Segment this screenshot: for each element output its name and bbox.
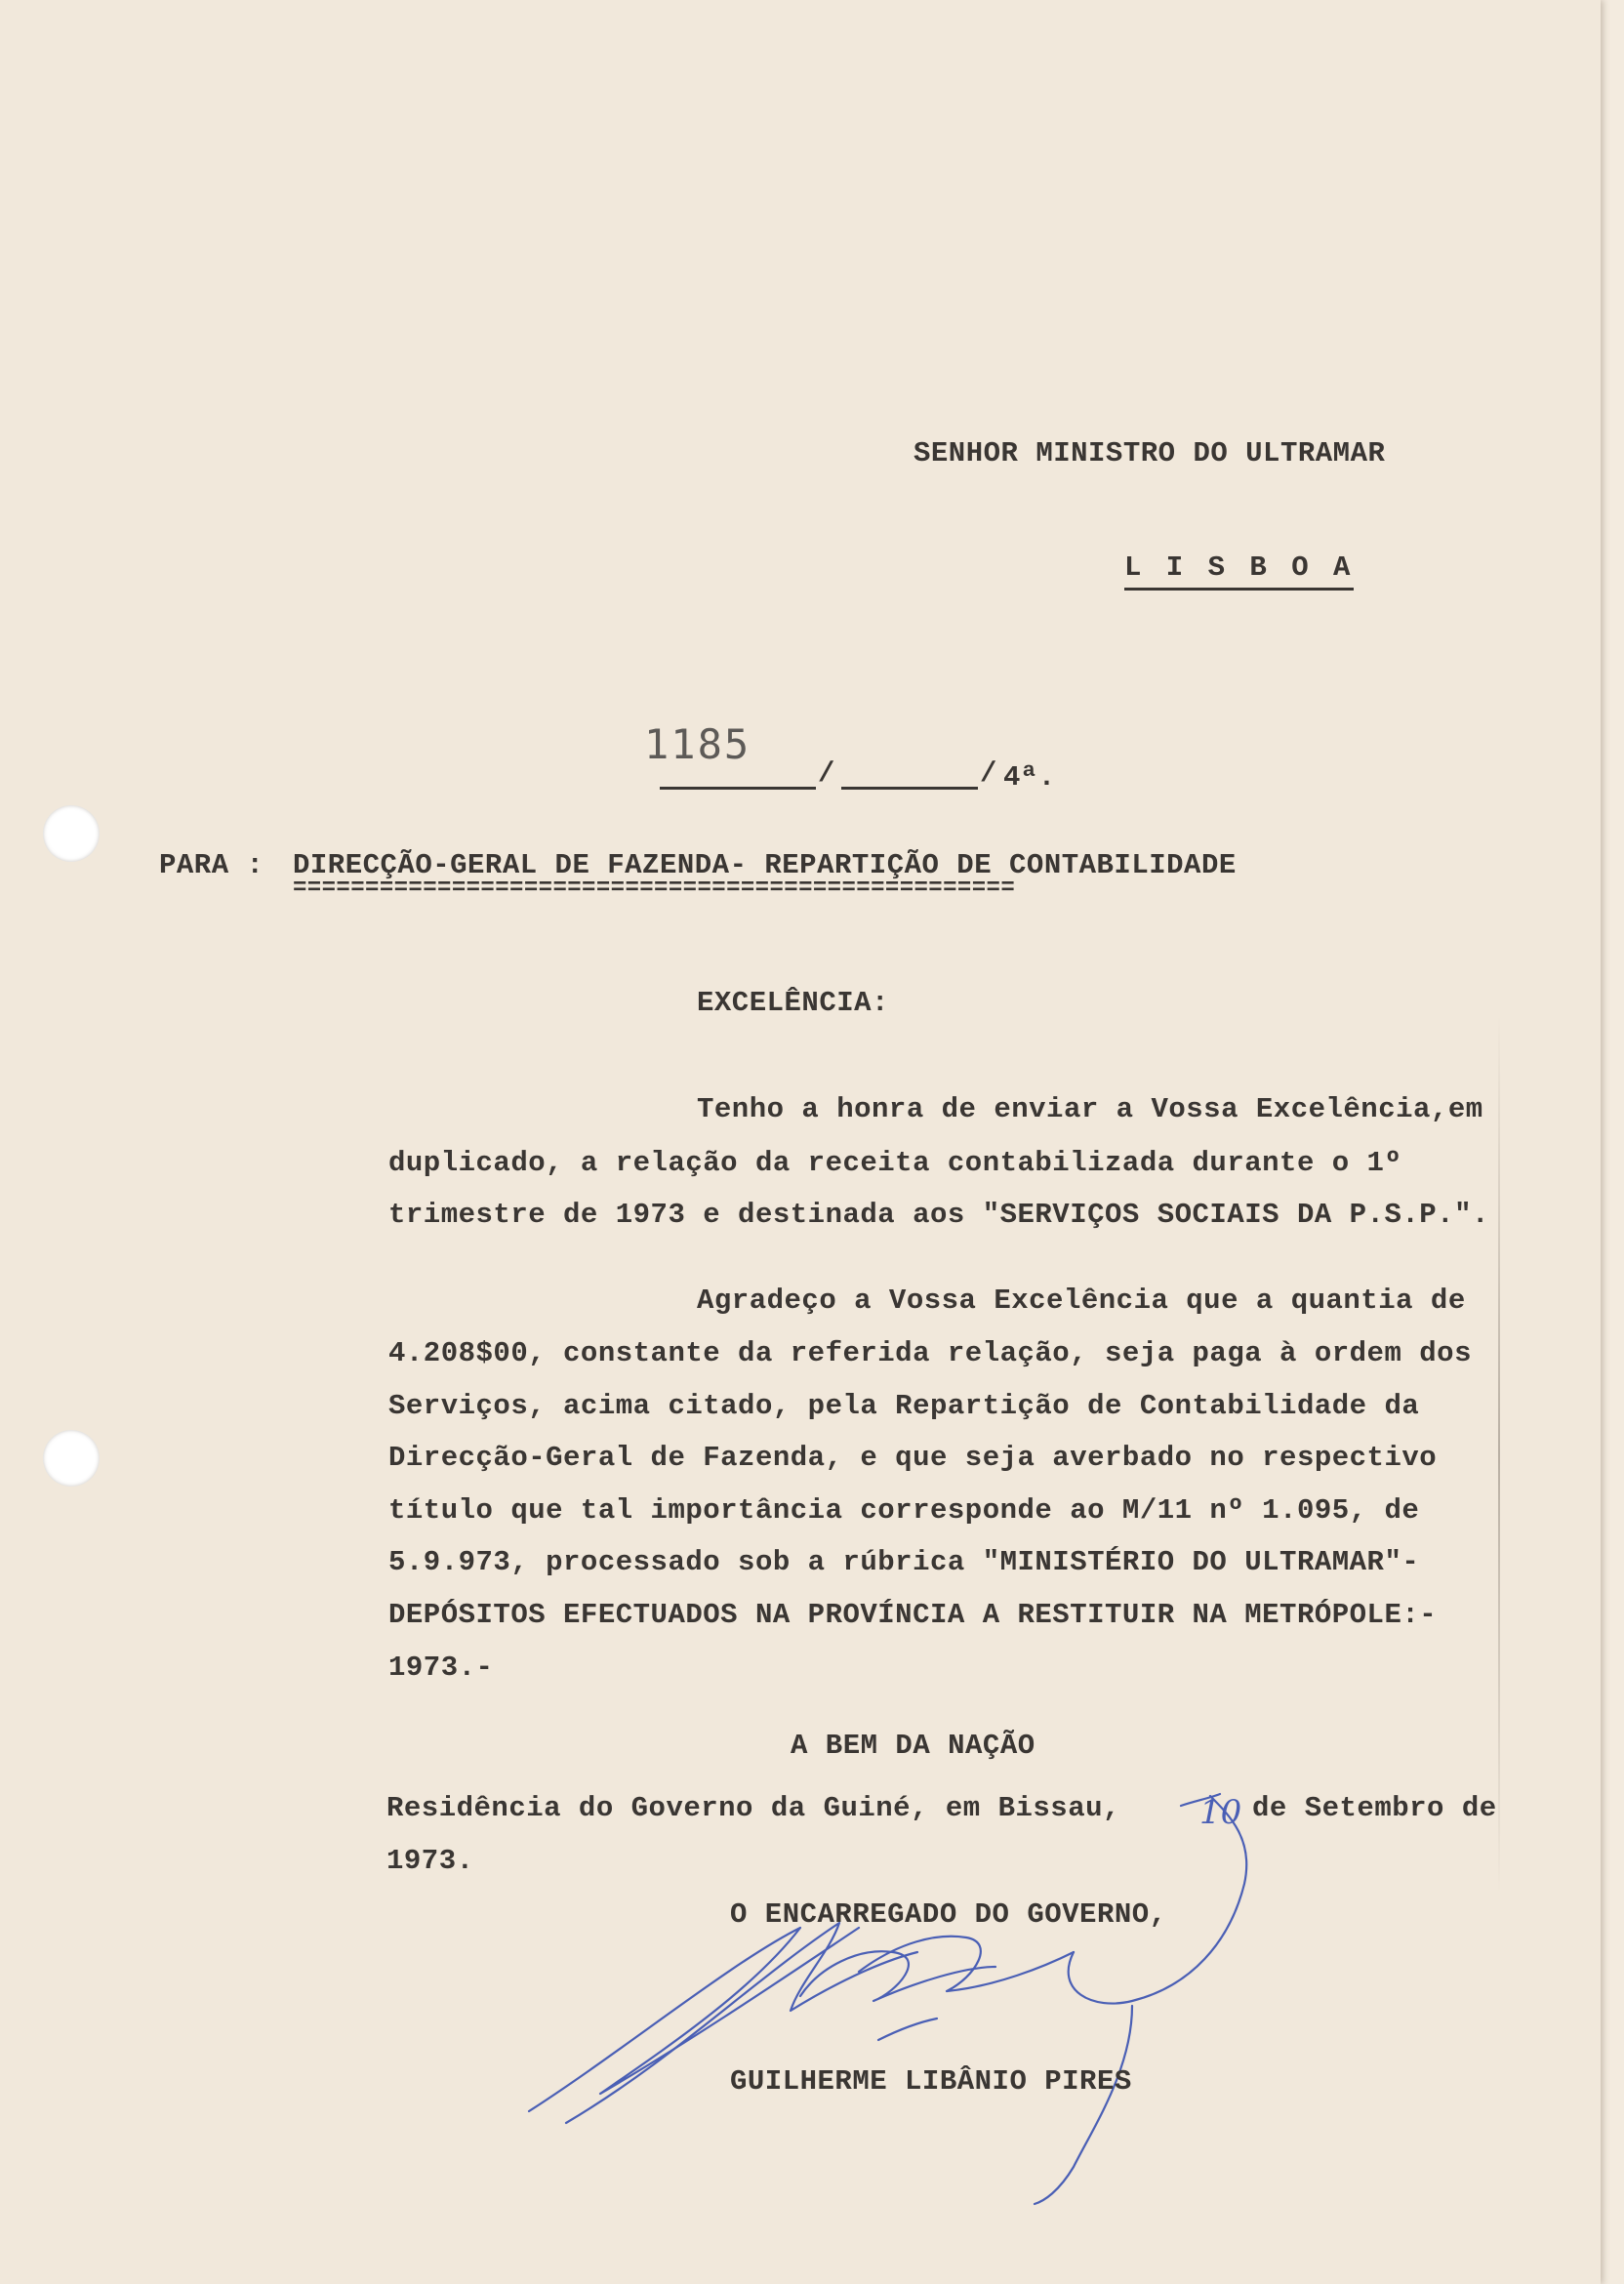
paragraph-2-line-6: 5.9.973, processado sob a rúbrica "MINISTÉRIO DO ULTRAMAR"-	[388, 1546, 1420, 1578]
punch-hole-bottom	[43, 1430, 100, 1487]
reference-section: 4ª.	[1003, 761, 1056, 794]
paragraph-1-line-3: trimestre de 1973 e destinada aos "SERVIÇOS SOCIAIS DA P.S.P.".	[388, 1199, 1489, 1231]
salutation: EXCELÊNCIA:	[697, 987, 889, 1019]
paragraph-2-line-2: 4.208$00, constante da referida relação, seja paga à ordem dos	[388, 1337, 1472, 1369]
paragraph-1-line-2: duplicado, a relação da receita contabilizada durante o 1º	[388, 1147, 1402, 1179]
signatory-name: GUILHERME LIBÂNIO PIRES	[730, 2065, 1132, 2098]
place-date-line-1-before: Residência do Governo da Guiné, em Bissau,	[386, 1792, 1120, 1824]
paragraph-2-line-5: título que tal importância corresponde ao M/11 nº 1.095, de	[388, 1494, 1420, 1527]
reference-separator-1: /	[818, 757, 835, 790]
paragraph-1-line-1: Tenho a honra de enviar a Vossa Excelência,em	[697, 1093, 1483, 1125]
para-destination: DIRECÇÃO-GERAL DE FAZENDA- REPARTIÇÃO DE CONTABILIDADE	[293, 849, 1237, 881]
para-double-rule: ==================================================	[293, 876, 1016, 902]
paragraph-2-line-1: Agradeço a Vossa Excelência que a quantia de	[697, 1285, 1466, 1317]
reference-number-stamp: 1185	[644, 720, 751, 768]
para-label: PARA :	[159, 849, 264, 881]
reference-blank-2	[841, 787, 978, 790]
reference-blank-1	[660, 787, 816, 790]
place-date-line-1-after: de Setembro de	[1252, 1792, 1497, 1824]
svg-text:10: 10	[1199, 1793, 1242, 1832]
recipient-city: L I S B O A	[1124, 551, 1354, 591]
paragraph-2-line-3: Serviços, acima citado, pela Repartição de Contabilidade da	[388, 1390, 1420, 1422]
recipient-title: SENHOR MINISTRO DO ULTRAMAR	[914, 437, 1386, 469]
paper-fold-mark	[1498, 1015, 1500, 1894]
paragraph-2-line-4: Direcção-Geral de Fazenda, e que seja averbado no respectivo	[388, 1442, 1438, 1474]
punch-hole-top	[43, 805, 100, 862]
motto: A BEM DA NAÇÃO	[791, 1730, 1035, 1762]
place-date-line-2: 1973.	[386, 1845, 474, 1877]
paragraph-2-line-7: DEPÓSITOS EFECTUADOS NA PROVÍNCIA A RESTITUIR NA METRÓPOLE:-	[388, 1599, 1438, 1631]
reference-separator-2: /	[980, 757, 997, 790]
signatory-role: O ENCARREGADO DO GOVERNO,	[730, 1898, 1167, 1931]
paragraph-2-line-8: 1973.-	[388, 1652, 494, 1684]
handwritten-signature	[508, 1757, 1308, 2206]
